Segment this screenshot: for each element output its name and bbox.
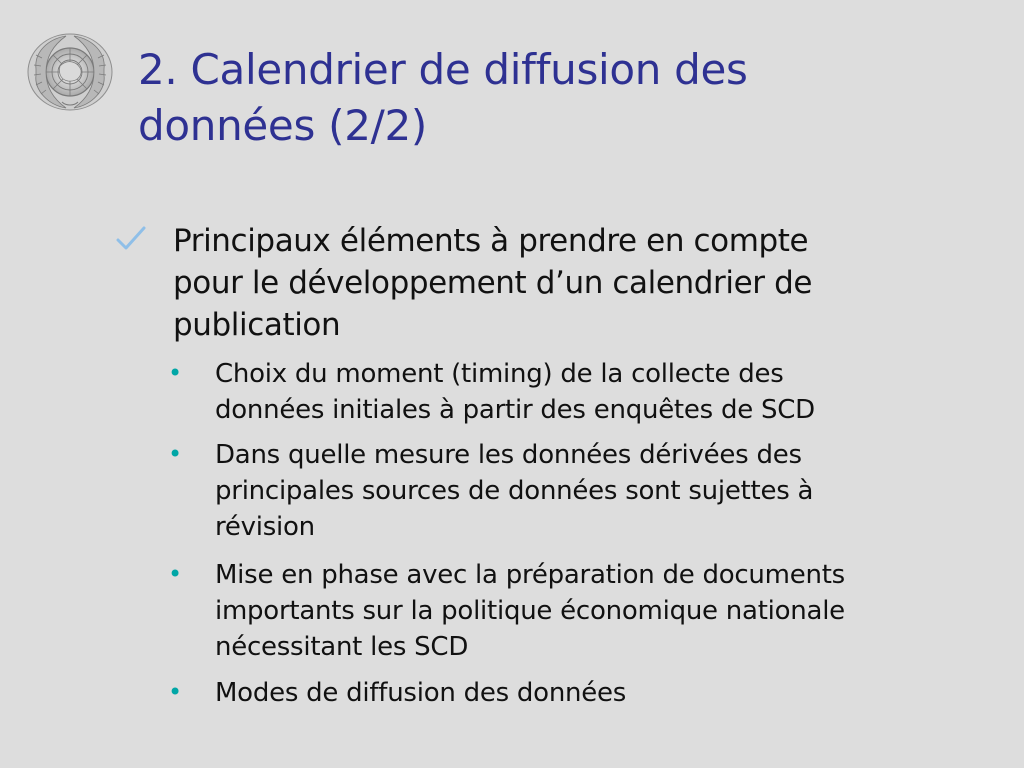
main-bullet-line-3: publication: [173, 307, 341, 343]
bullet-icon: •: [168, 560, 183, 588]
page-title: [138, 42, 998, 154]
sub-bullet-line: révision: [215, 512, 315, 542]
sub-bullet-text: [215, 356, 815, 428]
un-emblem-icon: [22, 30, 118, 114]
sub-bullet-line: importants sur la politique économique nationale: [215, 596, 845, 626]
sub-bullet-line: Modes de diffusion des données: [215, 678, 627, 708]
sub-bullet-text: [215, 557, 845, 665]
sub-bullet-line: principales sources de données sont sujettes à: [215, 476, 814, 506]
page-title-line-1: 2. Calendrier de diffusion des: [138, 45, 748, 94]
sub-bullet-text: [215, 437, 813, 545]
bullet-icon: •: [168, 678, 183, 706]
bullet-icon: •: [168, 440, 183, 468]
sub-bullet-line: données initiales à partir des enquêtes de SCD: [215, 395, 815, 425]
main-bullet-line-1: Principaux éléments à prendre en compte: [173, 223, 809, 259]
checkmark-icon: [114, 222, 150, 258]
sub-bullet-text: [215, 675, 626, 711]
sub-bullet-line: nécessitant les SCD: [215, 632, 469, 662]
sub-bullet-line: Choix du moment (timing) de la collecte des: [215, 359, 784, 389]
bullet-icon: •: [168, 359, 183, 387]
main-bullet-line-2: pour le développement d’un calendrier de: [173, 265, 813, 301]
page-title-line-2: données (2/2): [138, 101, 427, 150]
sub-bullet-line: Dans quelle mesure les données dérivées des: [215, 440, 802, 470]
sub-bullet-line: Mise en phase avec la préparation de documents: [215, 560, 845, 590]
main-bullet-text: [173, 220, 812, 346]
